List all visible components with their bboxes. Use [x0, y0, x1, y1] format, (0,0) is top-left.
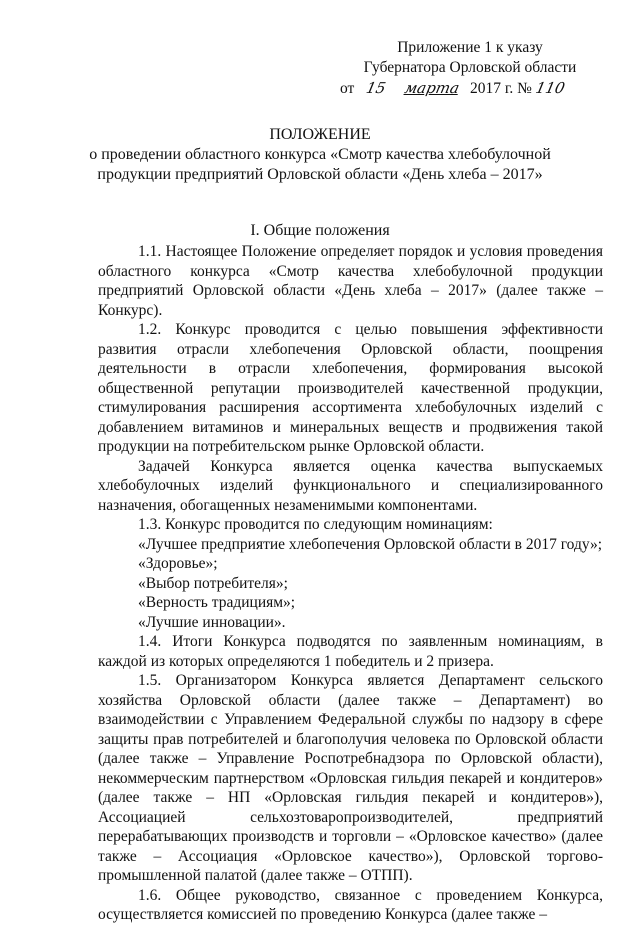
paragraph-1-4: 1.4. Итоги Конкурса подводятся по заявленным номинациям, в каждой из которых определяются 1 победитель и 2 призера. [98, 633, 603, 670]
paragraph-1-2: 1.2. Конкурс проводится с целью повышения эффективности развития отрасли хлебопечения Орловской области, поощрения деятельности в отрасли хлебопечения, формирования высокой общественной репутации производителей качественной продукции, стимулирования расширения ассортимента хлебобулочных изделий с добавлением витаминов и минеральных веществ и продвижения такой продукции на потребительском рынке Орловской области. [98, 321, 603, 455]
title-subtitle-line-1: о проведении областного конкурса «Смотр качества хлебобулочной [89, 146, 551, 163]
date-prefix: от [340, 80, 355, 97]
appendix-line-1: Приложение 1 к указу [397, 39, 543, 56]
handwritten-day: 15 [364, 79, 388, 97]
paragraph-1-5: 1.5. Организатором Конкурса является Департамент сельского хозяйства Орловской области (далее также – Департамент) во взаимодействии с Управлением Федеральной службы по надзору в сфере защиты прав потребителей и благополучия человека по Орловской области (далее также – Управление Роспотребнадзора по Орловской области), некоммерческим партнерством «Орловская гильдия пекарей и кондитеров» (далее также – НП «Орловская гильдия пекарей и кондитеров»), Ассоциацией сельхозтоваропроизводителей, предприятий перерабатывающих производств и торговли – «Орловское качество» (далее также – Ассоциация «Орловское качество»), Орловской торгово-промышленной палатой (далее также – ОТПП). [98, 672, 603, 884]
nomination-item: «Выбор потребителя»; [138, 574, 288, 592]
paragraph-1-6: 1.6. Общее руководство, связанное с проведением Конкурса, осуществляется комиссией по проведению Конкурса (далее также – [98, 886, 603, 923]
document-title [60, 125, 580, 185]
nomination-item: «Здоровье»; [138, 555, 218, 572]
nomination-item: «Лучшее предприятие хлебопечения Орловской области в 2017 году»; [138, 535, 603, 553]
nomination-item: «Верность традициям»; [138, 594, 296, 611]
title-subtitle-line-2: продукции предприятий Орловской области «День хлеба – 2017» [97, 166, 543, 183]
document-body [98, 242, 603, 925]
section-title: I. Общие положения [250, 222, 390, 239]
paragraph-1-1: 1.1. Настоящее Положение определяет порядок и условия проведения областного конкурса «Смотр качества хлебобулочной продукции предприятий Орловской области «День хлеба – 2017» (далее также – Конкурс). [98, 243, 603, 319]
handwritten-month: марта [403, 79, 462, 97]
appendix-line-2: Губернатора Орловской области [363, 59, 577, 76]
appendix-date-line [340, 78, 600, 99]
date-year-and-number-label: 2017 г. № [469, 80, 532, 97]
handwritten-document-number: 110 [533, 79, 567, 97]
nomination-item: «Лучшие инновации». [138, 613, 286, 631]
paragraph-1-3: 1.3. Конкурс проводится по следующим номинациям: [138, 516, 493, 533]
appendix-header [340, 38, 600, 99]
paragraph-task: Задачей Конкурса является оценка качества выпускаемых хлебобулочных изделий функционального и специализированного назначения, обогащенных незаменимыми компонентами. [98, 457, 603, 514]
title-heading: ПОЛОЖЕНИЕ [269, 126, 371, 143]
